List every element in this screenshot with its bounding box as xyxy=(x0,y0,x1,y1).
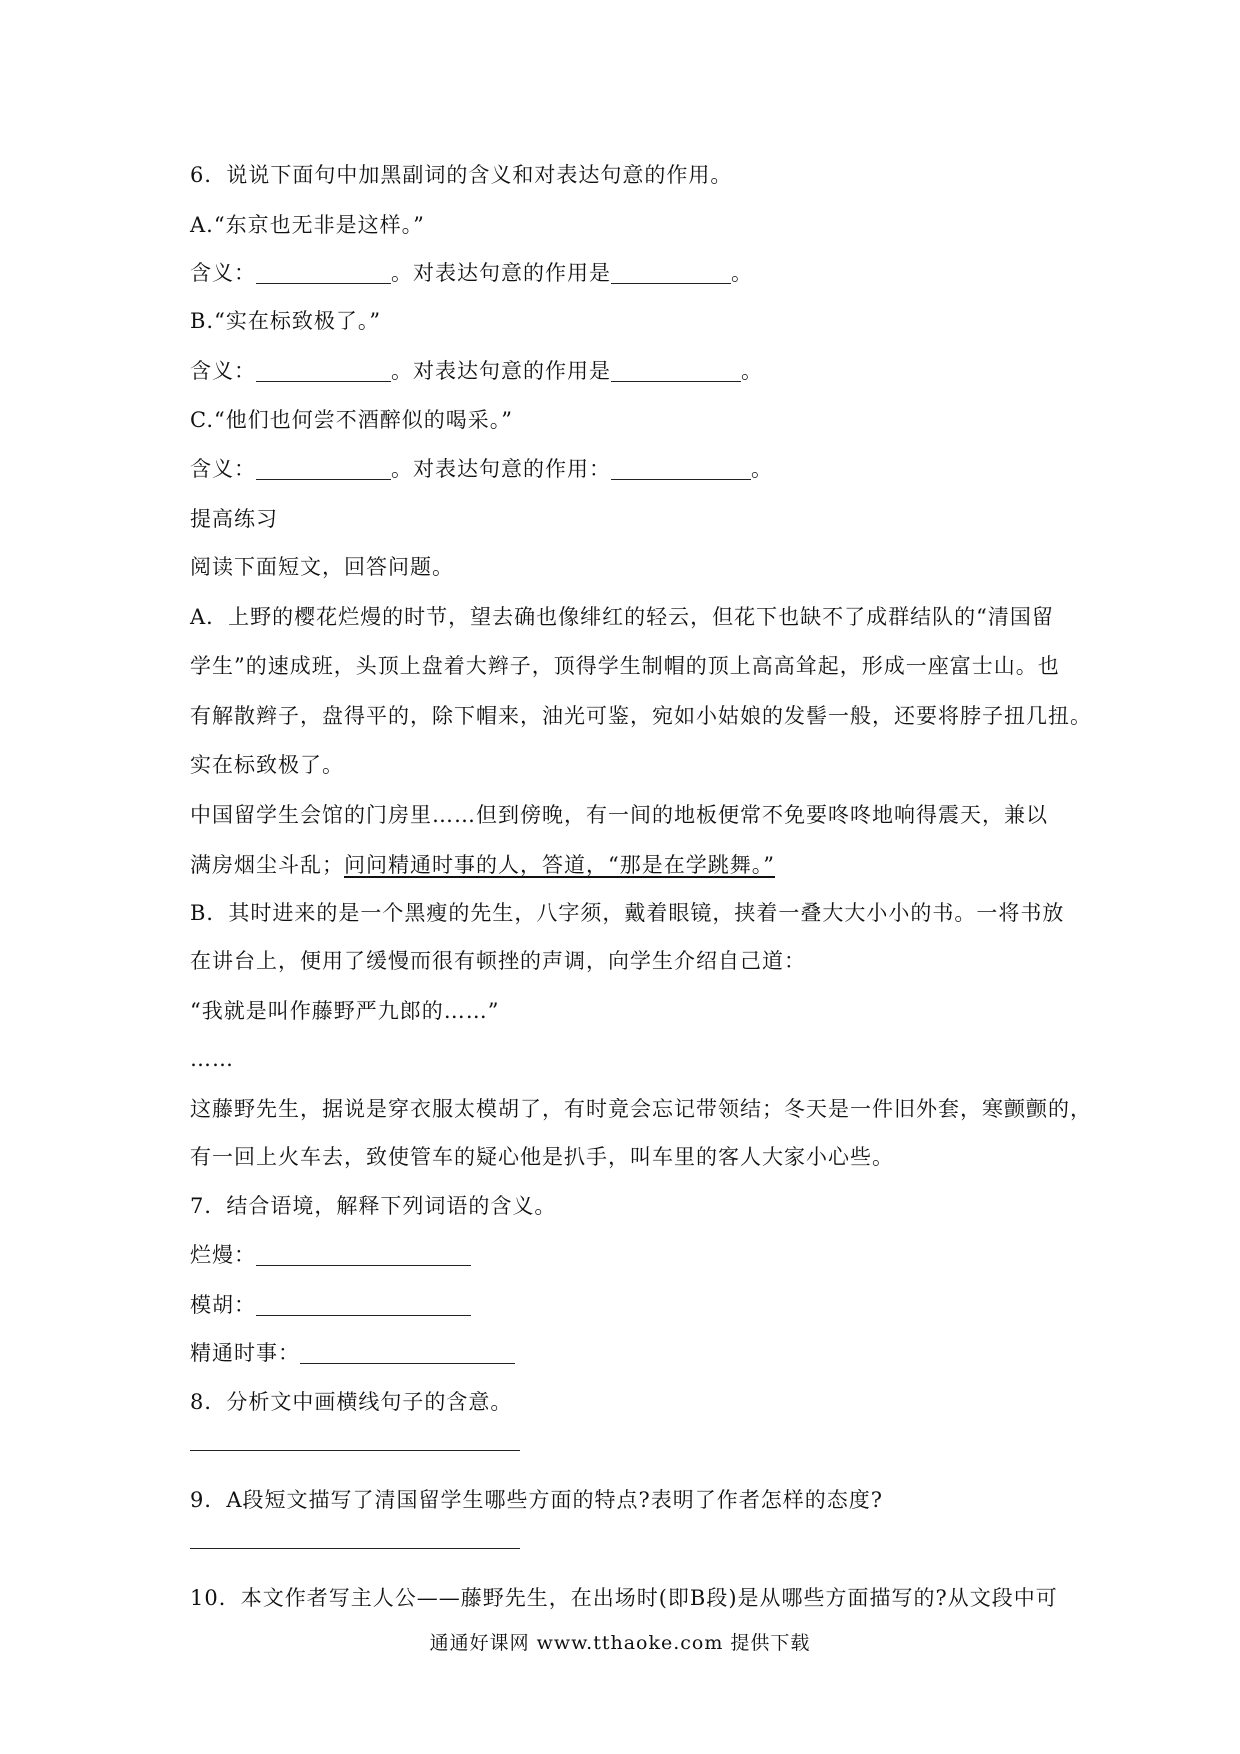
q6-b-effect-blank[interactable] xyxy=(611,359,741,382)
q6-a-sentence: A.“东京也无非是这样。” xyxy=(190,213,425,237)
q7-word-3 xyxy=(190,1338,1070,1368)
q6-a-effect-label: 。对表达句意的作用是 xyxy=(391,261,611,285)
q6-c-meaning-label: 含义： xyxy=(190,457,256,481)
q6-c-sentence: C.“他们也何尝不酒醉似的喝采。” xyxy=(190,408,513,432)
q6-c-meaning-blank[interactable] xyxy=(256,457,391,480)
q6-b-meaning-blank[interactable] xyxy=(256,359,391,382)
q6-b-answer xyxy=(190,356,1070,386)
q6-c-effect-blank[interactable] xyxy=(611,457,751,480)
page-footer: 通通好课网 www.tthaoke.com 提供下载 xyxy=(429,1632,811,1654)
passage-a-line-4: 实在标致极了。 xyxy=(190,753,344,777)
q7-word-2-blank[interactable] xyxy=(256,1293,471,1316)
passage-a-line-2: 学生”的速成班，头顶上盘着大辫子，顶得学生制帽的顶上高高耸起，形成一座富士山。也 xyxy=(190,654,1060,678)
q6-a-meaning-label: 含义： xyxy=(190,261,256,285)
passage-a-line-1: A．上野的樱花烂熳的时节，望去确也像绯红的轻云，但花下也缺不了成群结队的“清国留 xyxy=(190,605,1054,629)
q7-word-1-blank[interactable] xyxy=(256,1243,471,1266)
q7-word-3-label: 精通时事： xyxy=(190,1341,300,1365)
q9-prompt: 9．A段短文描写了清国留学生哪些方面的特点?表明了作者怎样的态度? xyxy=(190,1488,884,1512)
q9-answer-line[interactable] xyxy=(190,1548,520,1549)
q6-a-meaning-blank[interactable] xyxy=(256,261,391,284)
q7-word-1-label: 烂熳： xyxy=(190,1243,256,1267)
q6-a-answer xyxy=(190,258,1070,288)
q6-b-effect-label: 。对表达句意的作用是 xyxy=(391,359,611,383)
passage-a-line-6-text: 满房烟尘斗乱； xyxy=(190,853,344,877)
q6-b-meaning-label: 含义： xyxy=(190,359,256,383)
q7-word-1 xyxy=(190,1240,1070,1270)
passage-a-line-3: 有解散辫子，盘得平的，除下帽来，油光可鉴，宛如小姑娘的发髻一般，还要将脖子扭几扭。 xyxy=(190,704,1092,728)
passage-b-line-1: B．其时进来的是一个黑瘦的先生，八字须，戴着眼镜，挟着一叠大大小小的书。一将书放 xyxy=(190,901,1065,925)
passage-a-line-6 xyxy=(190,850,1070,880)
q7-word-3-blank[interactable] xyxy=(300,1341,515,1364)
passage-b-line-5: 这藤野先生，据说是穿衣服太模胡了，有时竟会忘记带领结；冬天是一件旧外套，寒颤颤的， xyxy=(190,1097,1092,1121)
q8-answer-line[interactable] xyxy=(190,1450,520,1451)
q6-prompt: 6．说说下面句中加黑副词的含义和对表达句意的作用。 xyxy=(190,163,733,187)
q6-c-effect-label: 。对表达句意的作用： xyxy=(391,457,611,481)
passage-b-line-2: 在讲台上，便用了缓慢而很有顿挫的声调，向学生介绍自己道： xyxy=(190,949,806,973)
q6-c-end: 。 xyxy=(751,457,773,481)
passage-b-line-6: 有一回上火车去，致使管车的疑心他是扒手，叫车里的客人大家小心些。 xyxy=(190,1145,894,1169)
section-instruction: 阅读下面短文，回答问题。 xyxy=(190,555,454,579)
passage-b-ellipsis: …… xyxy=(190,1047,234,1071)
section-title: 提高练习 xyxy=(190,507,278,531)
q6-b-end: 。 xyxy=(741,359,763,383)
q6-b-sentence: B.“实在标致极了。” xyxy=(190,309,382,333)
passage-b-line-3: “我就是叫作藤野严九郎的……” xyxy=(190,999,500,1023)
q7-word-2 xyxy=(190,1290,1070,1320)
q8-prompt: 8．分析文中画横线句子的含意。 xyxy=(190,1390,513,1414)
q7-word-2-label: 模胡： xyxy=(190,1293,256,1317)
q6-a-end: 。 xyxy=(731,261,753,285)
passage-a-line-5: 中国留学生会馆的门房里……但到傍晚，有一间的地板便常不免要咚咚地响得震天，兼以 xyxy=(190,803,1048,827)
q10-prompt: 10．本文作者写主人公——藤野先生，在出场时(即B段)是从哪些方面描写的?从文段中可 xyxy=(190,1586,1058,1610)
q7-prompt: 7．结合语境，解释下列词语的含义。 xyxy=(190,1194,557,1218)
underlined-sentence: 问问精通时事的人，答道，“那是在学跳舞。” xyxy=(344,853,775,877)
q6-a-effect-blank[interactable] xyxy=(611,261,731,284)
q6-c-answer xyxy=(190,454,1070,484)
